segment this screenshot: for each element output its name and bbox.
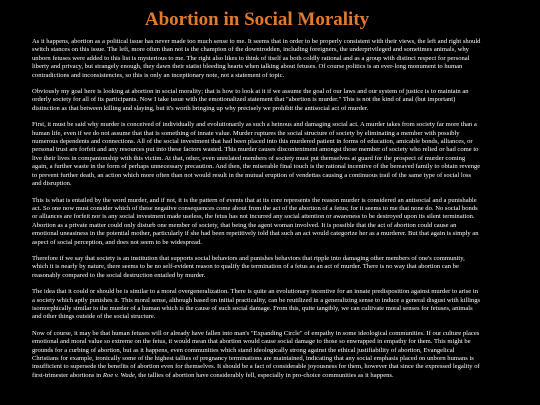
- paragraph-7-text-end: , the tallies of abortion have considerably fell, especially in pro-choice communities as it happens.: [134, 371, 394, 379]
- paragraph-5: Therefore if we say that society is an institution that supports social behaviors and punishes behaviors that ripple into damaging other members of one's community, which it is nearly by nature, there seems to be no self-evident reason to qualify the termination of a fetus as an act of murder. There is no way that abortion can be reasonably compared to the social destruction entailed by murder.: [32, 254, 465, 279]
- paragraph-7: [32, 330, 482, 380]
- paragraph-4: This is what is entailed by the word murder, and if not, it is the pattern of events that at its core represents the reason murder is considered an antisocial and a punishable act. So one now must consider which of these negative consequences come about from the act of the abortion of a fetus; for it seems to me that none do. No social bonds or alliances are forfeit nor is any social investment made useless, the fetus has not incurred any social attention or awareness to be destroyed upon its silent termination. Abortion as a private matter could only disturb one member of society, that being the agent woman involved. It is possible that the act of abortion could cause an emotional uneasiness in the potential mother, particularly if she had been repetitively told that such an act would categorize her as a murderer. But that again is simply an aspect of social perception, and does not seem to be widespread.: [32, 196, 479, 246]
- paragraph-7-text-start: Now of course, it may be that human fetuses will or already have fallen into man's "Expanding Circle" of empathy in some ideological communities. If our culture places emotional and moral value so extreme on the fetus, it would mean that abortion would cause social damage to those so enwrapped in empathy for them. This might be grounds for a curbing of abortion, but as it happens, even communities which stand ideologically strong against the ethical justifiability of abortion, Evangelical Christians for example, ironically some of the highest tallies of pregnancy terminations are maintained, indicating that any social emphasis placed on unborn humans is insufficient to supersede the benefits of abortion even for themselves. It should be a fact of considerable joyousness for them, however that since the expressed legality of first-trimester abortions in: [32, 329, 480, 379]
- paragraph-3: First, it must be said why murder is conceived of individually and evolutionarily as such a heinous and damaging social act. A murder takes from society far more than a human life, even if we do not assume that that is something of innate value. Murder ruptures the social structure of society by eliminating a member with possibly numerous dependents and connections. All of the social investment that had been placed into this murdered patient in forms of education, amicable bonds, alliances, or personal trust are forfeit and any resources put into these factors wasted. This murder causes discontentment amongst those member of society who relied or had come to live their lives in companionship with this victim. At that, other, even unrelated members of society must put themselves at guard for the prospect of murder coming again, a further waste in the form of perhaps unnecessary precaution. And then, the miserable final touch is the rational incentive of the bereaved family to obtain revenge to prevent further death, an action which more often than not would result in the mutual eruption of vendettas causing a continuous trail of the same type of social loss and disruption.: [32, 121, 481, 188]
- article-title: Abortion in Social Morality: [144, 9, 370, 30]
- paragraph-1: As it happens, abortion as a political issue has never made too much sense to me. It seems that in order to be properly consistent with their views, the left and right should switch stances on this issue. The left, more often than not is the champion of the downtrodden, including foreigners, the underprivileged and sometimes animals, why unborn fetuses were added to this list is mysterious to me. The right also likes to think of itself as both coldly rational and as a group with distinct respect for personal liberty and privacy, but strangely enough, they dawn their statist bleeding hearts when talking about fetuses. Of course politics is an ever-long monument to human contradictions and inconsistencies, so this is only an inceptionary note, not a statement of topic.: [32, 38, 481, 79]
- paragraph-2: Obviously my goal here is looking at abortion in social morality; that is how to look at it if we assume the goal of our laws and our system of justice is to maintain an orderly society for all of its participants. Now I take issue with the emotionalized statement that "abortion is murder." This is not the kind of anal (but important) distinction as that between killing and slaying, but it's worth bringing up why precisely we prohibit the antisocial act of murder.: [32, 88, 469, 112]
- case-name-roe-v-wade: Roe v. Wade: [102, 371, 135, 379]
- paragraph-6: The idea that it could or should be is similar to a moral overgeneralization. There is quite an evolutionary incentive for an innate predisposition against murder to arise in a society which aptly punishes it. This moral sense, although based on initial practicality, can be reutilized in a generalizing sense to induce a general disgust with killings isomorphically similar to the murder of a human which is the cause of such social damage. From this, quite tangibly, we can cultivate moral senses for fetuses, animals and other things outside of the social structure.: [32, 288, 481, 321]
